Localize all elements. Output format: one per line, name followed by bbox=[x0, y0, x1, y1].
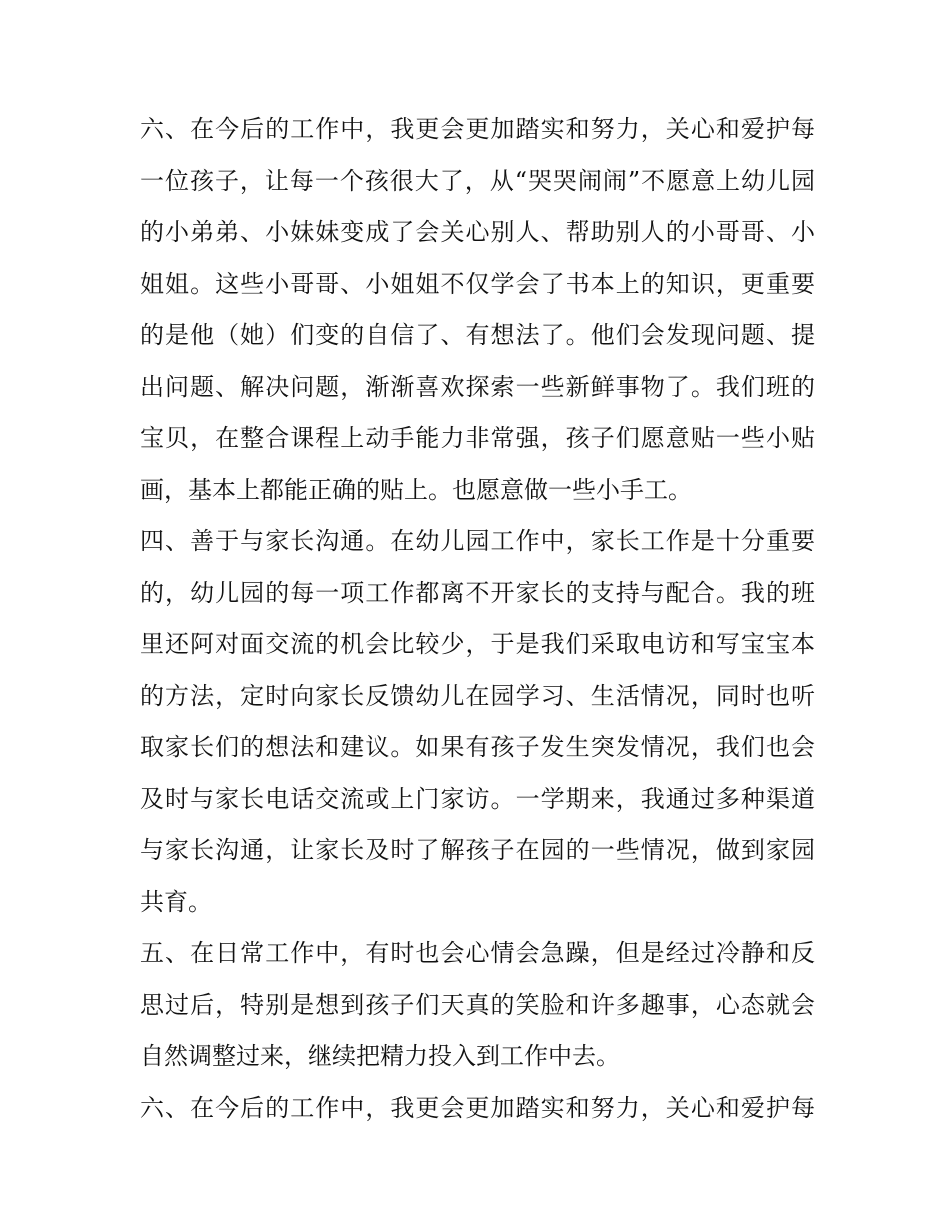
text-line: 的，幼儿园的每一项工作都离不开家长的支持与配合。我的班 bbox=[140, 578, 815, 607]
text-line: 的是他（她）们变的自信了、有想法了。他们会发现问题、提 bbox=[140, 321, 815, 349]
paragraph-five bbox=[140, 928, 815, 1083]
document-body bbox=[140, 104, 815, 1134]
text-line: 取家长们的想法和建议。如果有孩子发生突发情况，我们也会 bbox=[140, 733, 815, 761]
paragraph-six bbox=[140, 1083, 815, 1135]
text-line: 一位孩子，让每一个孩很大了，从“哭哭闹闹”不愿意上幼儿园 bbox=[140, 166, 815, 195]
text-line: 宝贝，在整合课程上动手能力非常强，孩子们愿意贴一些小贴 bbox=[140, 424, 815, 452]
text-line: 四、善于与家长沟通。在幼儿园工作中，家长工作是十分重要 bbox=[140, 527, 815, 555]
text-line: 思过后，特别是想到孩子们天真的笑脸和许多趣事，心态就会 bbox=[140, 990, 815, 1019]
text-line: 出问题、解决问题，渐渐喜欢探索一些新鲜事物了。我们班的 bbox=[140, 372, 815, 401]
paragraph-six-continued bbox=[140, 104, 815, 516]
text-line: 的小弟弟、小妹妹变成了会关心别人、帮助别人的小哥哥、小 bbox=[140, 218, 815, 246]
text-line: 姐姐。这些小哥哥、小姐姐不仅学会了书本上的知识，更重要 bbox=[140, 269, 815, 298]
text-line: 与家长沟通，让家长及时了解孩子在园的一些情况，做到家园 bbox=[140, 836, 815, 864]
text-line: 六、在今后的工作中，我更会更加踏实和努力，关心和爱护每 bbox=[140, 115, 815, 143]
text-line: 里还阿对面交流的机会比较少，于是我们采取电访和写宝宝本 bbox=[140, 630, 815, 658]
text-line: 画，基本上都能正确的贴上。也愿意做一些小手工。 bbox=[140, 475, 692, 504]
text-line: 五、在日常工作中，有时也会心情会急躁，但是经过冷静和反 bbox=[140, 939, 815, 967]
paragraph-four bbox=[140, 516, 815, 928]
text-line: 及时与家长电话交流或上门家访。一学期来，我通过多种渠道 bbox=[140, 784, 815, 813]
text-line: 自然调整过来，继续把精力投入到工作中去。 bbox=[140, 1042, 620, 1070]
text-line: 共育。 bbox=[140, 887, 212, 916]
text-line: 的方法，定时向家长反馈幼儿在园学习、生活情况，同时也听 bbox=[140, 681, 815, 710]
text-line: 六、在今后的工作中，我更会更加踏实和努力，关心和爱护每 bbox=[140, 1093, 815, 1122]
